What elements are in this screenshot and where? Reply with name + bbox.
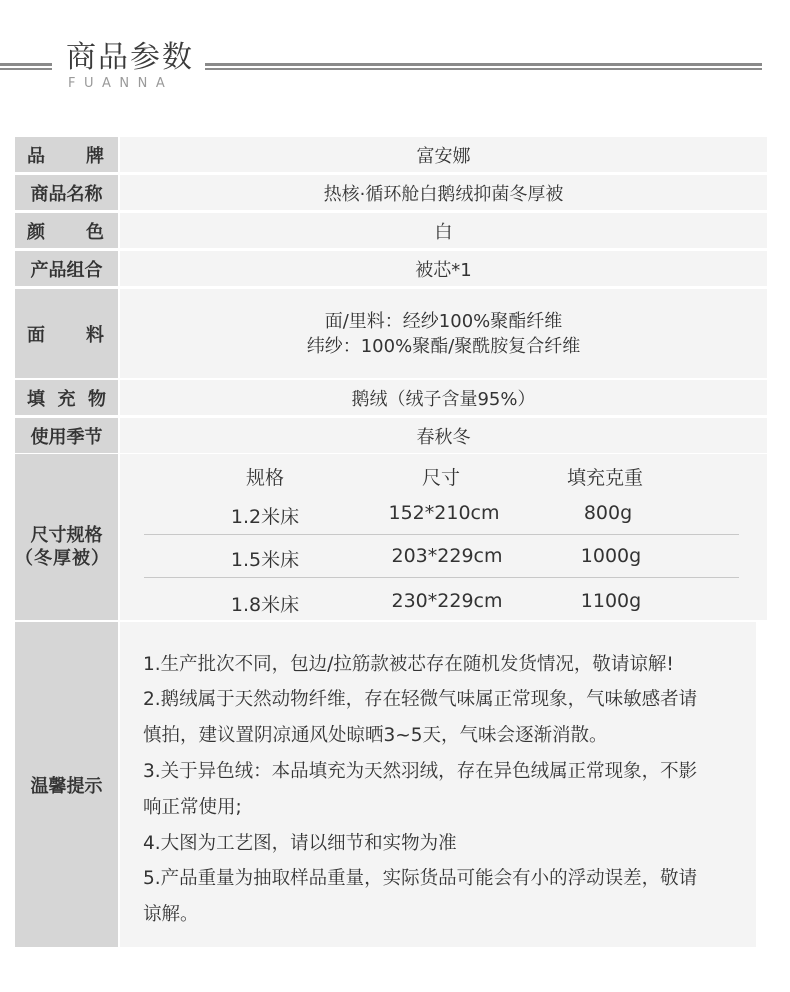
label-char: 牌 xyxy=(86,145,104,167)
label-char: 充 xyxy=(57,388,76,410)
param-label xyxy=(15,137,118,172)
tip-line: 3.关于异色绒：本品填充为天然羽绒，存在异色绒属正常现象，不影 xyxy=(143,761,698,782)
size-spec-label xyxy=(15,454,118,620)
tip-line: 4.大图为工艺图，请以细节和实物为准 xyxy=(143,833,457,854)
fabric-line: 纬纱：100%聚酯/聚酰胺复合纤维 xyxy=(306,335,581,357)
param-row-product-name xyxy=(15,175,767,210)
label-char: 面 xyxy=(27,324,45,346)
tip-line: 5.产品重量为抽取样品重量，实际货品可能会有小的浮动误差，敬请 xyxy=(143,868,698,889)
size-row-divider xyxy=(144,577,739,578)
label-char: 物 xyxy=(88,388,106,410)
tip-line: 2.鹅绒属于天然动物纤维，存在轻微气味属正常现象，气味敏感者请 xyxy=(143,689,698,710)
param-label: 产品组合 xyxy=(15,251,118,286)
size-spec-label-line2: （冬厚被） xyxy=(15,548,110,569)
param-row-combination xyxy=(15,251,767,286)
param-row-color xyxy=(15,213,767,248)
size-header-spec: 规格 xyxy=(245,467,285,489)
label-char: 填 xyxy=(27,388,45,410)
label-char: 品 xyxy=(27,145,45,167)
size-cell: 203*229cm xyxy=(391,545,503,567)
fabric-line: 面/里料：经纱100%聚酯纤维 xyxy=(324,310,563,332)
size-cell: 1.8米床 xyxy=(230,594,300,616)
param-value: 白 xyxy=(120,213,767,248)
size-header-weight: 填充克重 xyxy=(566,467,644,489)
tip-line: 慎拍，建议置阴凉通风处晾晒3~5天，气味会逐渐消散。 xyxy=(143,725,608,746)
tips-label: 温馨提示 xyxy=(15,622,118,947)
param-value: 鹅绒（绒子含量95%） xyxy=(120,380,767,415)
param-row-fabric xyxy=(15,289,767,378)
page-title: 商品参数 xyxy=(66,40,194,75)
size-header-dimension: 尺寸 xyxy=(421,467,461,489)
size-cell: 230*229cm xyxy=(391,590,503,612)
param-row-brand xyxy=(15,137,767,172)
tip-line: 谅解。 xyxy=(143,904,199,925)
label-char: 颜 xyxy=(27,221,45,243)
tips-content xyxy=(120,622,756,947)
param-label: 商品名称 xyxy=(15,175,118,210)
header-rule-right xyxy=(205,63,762,70)
param-row-season xyxy=(15,418,767,453)
size-row-divider xyxy=(144,534,739,535)
size-cell: 1100g xyxy=(580,590,642,612)
label-char: 料 xyxy=(86,324,104,346)
param-label xyxy=(15,380,118,415)
size-spec-label-line1: 尺寸规格 xyxy=(30,525,103,546)
param-value: 春秋冬 xyxy=(120,418,767,453)
size-cell: 1.5米床 xyxy=(230,549,300,571)
header-rule-left xyxy=(0,63,52,70)
param-value: 被芯*1 xyxy=(120,251,767,286)
tip-line: 1.生产批次不同，包边/拉筋款被芯存在随机发货情况，敬请谅解! xyxy=(143,654,674,675)
tip-line: 响正常使用; xyxy=(143,797,242,818)
size-cell: 1.2米床 xyxy=(230,506,300,528)
size-cell: 152*210cm xyxy=(388,502,500,524)
param-value: 热核·循环舱白鹅绒抑菌冬厚被 xyxy=(120,175,767,210)
size-spec-table xyxy=(120,454,767,620)
param-label xyxy=(15,289,118,378)
size-cell: 800g xyxy=(583,502,633,524)
param-label xyxy=(15,213,118,248)
param-row-filling xyxy=(15,380,767,415)
size-cell: 1000g xyxy=(580,545,642,567)
param-value: 富安娜 xyxy=(120,137,767,172)
param-value xyxy=(120,289,767,378)
param-label: 使用季节 xyxy=(15,418,118,453)
page-subtitle: FUANNA xyxy=(68,76,174,91)
label-char: 色 xyxy=(86,221,104,243)
